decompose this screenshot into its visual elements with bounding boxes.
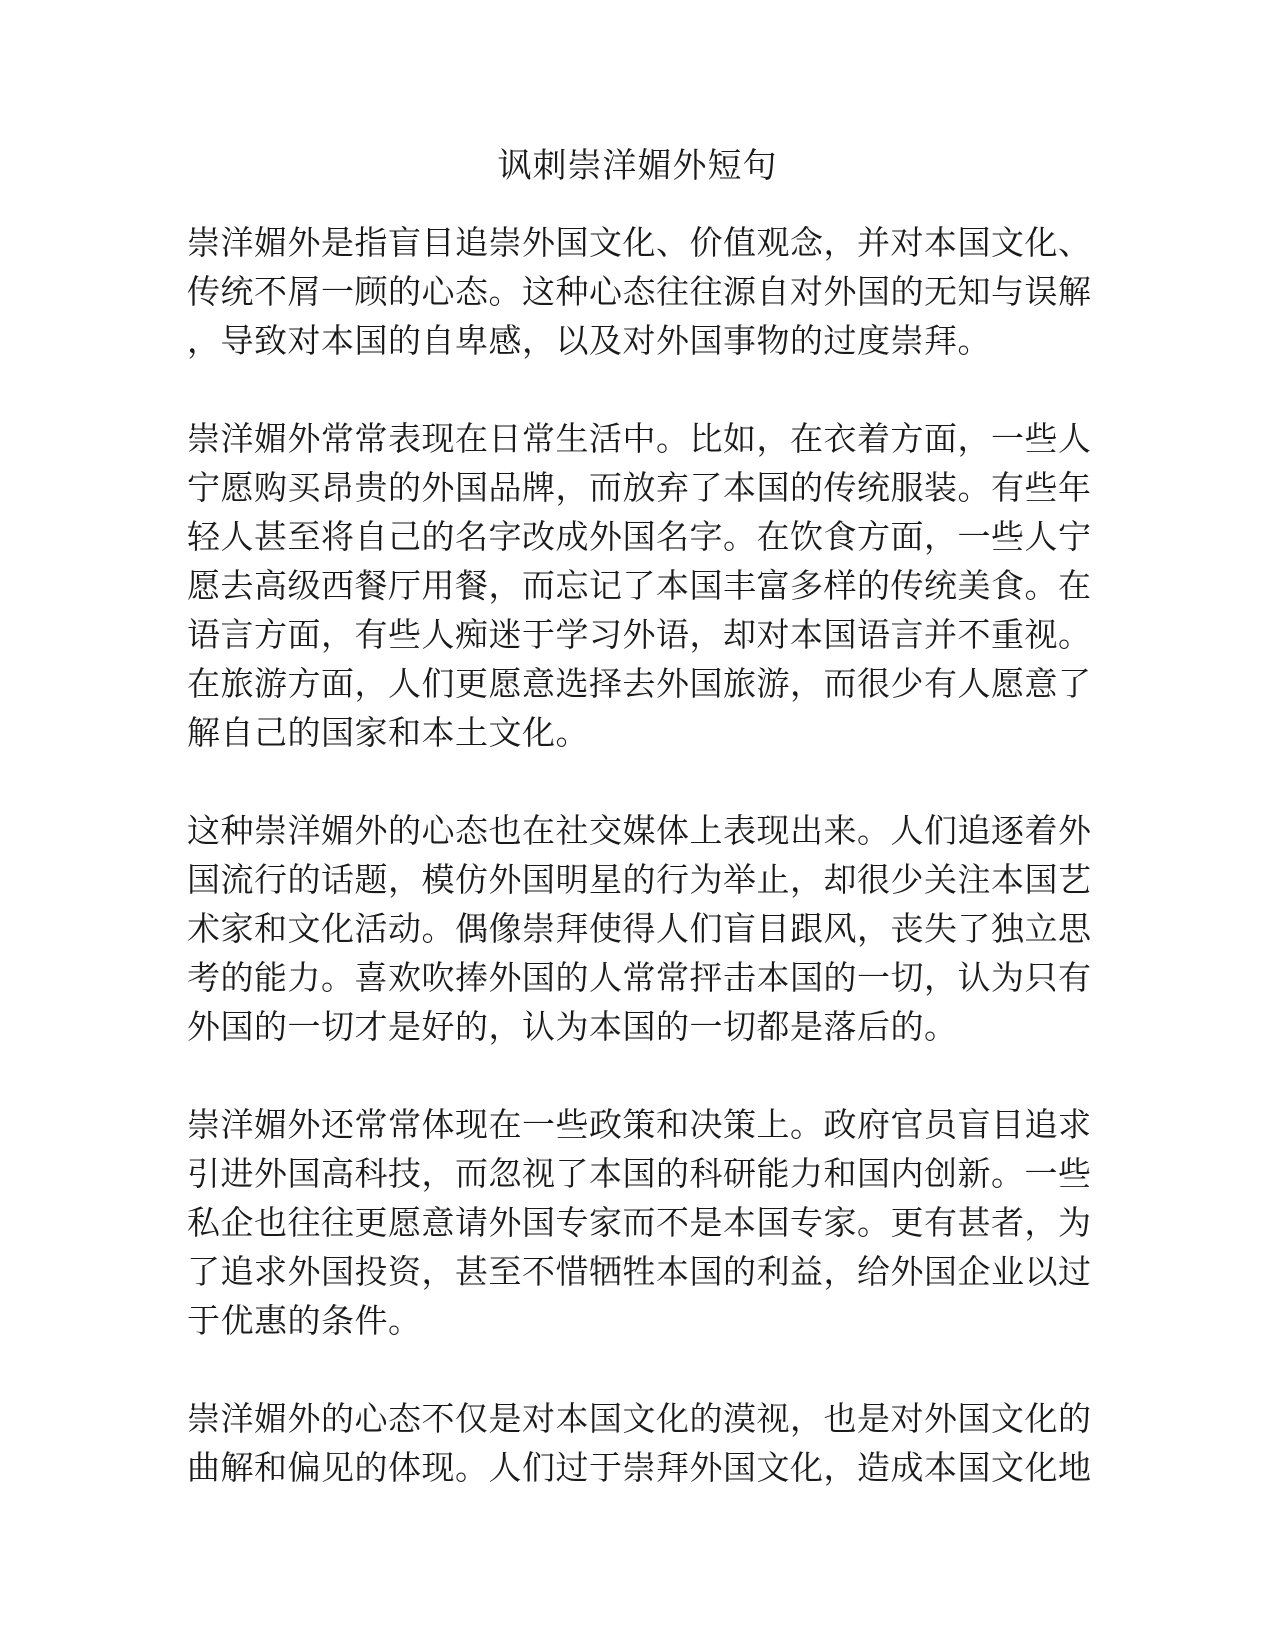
text-line: 考的能力。喜欢吹捧外国的人常常抨击本国的一切，认为只有 [187, 958, 1092, 997]
paragraph-5 [187, 1394, 1092, 1492]
text-line: 曲解和偏见的体现。人们过于崇拜外国文化，造成本国文化地 [187, 1448, 1092, 1487]
text-line: 崇洋媚外是指盲目追崇外国文化、价值观念，并对本国文化、 [187, 223, 1092, 262]
text-line: 国流行的话题，模仿外国明星的行为举止，却很少关注本国艺 [187, 860, 1092, 899]
text-line: 崇洋媚外常常表现在日常生活中。比如，在衣着方面，一些人 [187, 419, 1092, 458]
text-line: 这种崇洋媚外的心态也在社交媒体上表现出来。人们追逐着外 [187, 811, 1092, 850]
text-line: 在旅游方面，人们更愿意选择去外国旅游，而很少有人愿意了 [187, 664, 1092, 703]
text-line: 愿去高级西餐厅用餐，而忘记了本国丰富多样的传统美食。在 [187, 566, 1092, 605]
text-line: 外国的一切才是好的，认为本国的一切都是落后的。 [187, 1007, 958, 1046]
document-body [187, 218, 1092, 1541]
text-line: ，导致对本国的自卑感，以及对外国事物的过度崇拜。 [187, 321, 991, 360]
text-line: 宁愿购买昂贵的外国品牌，而放弃了本国的传统服装。有些年 [187, 468, 1092, 507]
text-line: 了追求外国投资，甚至不惜牺牲本国的利益，给外国企业以过 [187, 1252, 1092, 1291]
paragraph-3 [187, 806, 1092, 1051]
text-line: 崇洋媚外的心态不仅是对本国文化的漠视，也是对外国文化的 [187, 1399, 1092, 1438]
text-line: 私企也往往更愿意请外国专家而不是本国专家。更有甚者，为 [187, 1203, 1092, 1242]
text-line: 崇洋媚外还常常体现在一些政策和决策上。政府官员盲目追求 [187, 1105, 1092, 1144]
paragraph-1 [187, 218, 1092, 365]
text-line: 语言方面，有些人痴迷于学习外语，却对本国语言并不重视。 [187, 615, 1092, 654]
text-line: 传统不屑一顾的心态。这种心态往往源自对外国的无知与误解 [187, 272, 1092, 311]
document-title: 讽刺崇洋媚外短句 [497, 146, 778, 186]
paragraph-4 [187, 1100, 1092, 1345]
text-line: 于优惠的条件。 [187, 1301, 422, 1340]
paragraph-2 [187, 414, 1092, 757]
text-line: 引进外国高科技，而忽视了本国的科研能力和国内创新。一些 [187, 1154, 1092, 1193]
text-line: 解自己的国家和本土文化。 [187, 713, 589, 752]
text-line: 轻人甚至将自己的名字改成外国名字。在饮食方面，一些人宁 [187, 517, 1092, 556]
text-line: 术家和文化活动。偶像崇拜使得人们盲目跟风，丧失了独立思 [187, 909, 1092, 948]
